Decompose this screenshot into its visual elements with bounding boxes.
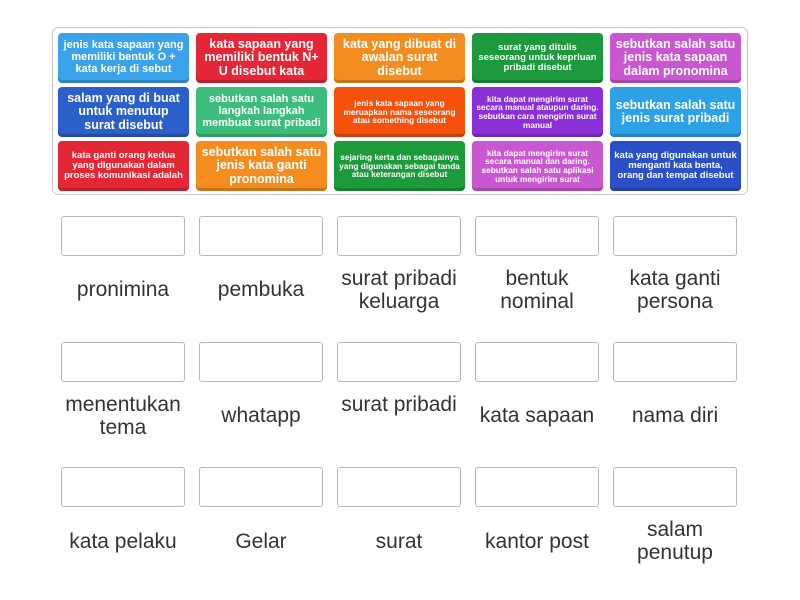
drop-slot[interactable] [61, 216, 185, 256]
draggable-tile[interactable]: sejaring kerta dan sebagainya yang digunakan sebagai tanda atau keterangan disebut [334, 141, 465, 191]
answer-label: kata pelaku [69, 530, 177, 553]
answer-tile-bank [52, 27, 748, 195]
answer-label: nama diri [631, 404, 719, 427]
drop-slot[interactable] [337, 467, 461, 507]
draggable-tile[interactable]: kata yang digunakan untuk menganti kata benta, orang dan tempat disebut [610, 141, 741, 191]
drop-slot[interactable] [199, 342, 323, 382]
draggable-tile[interactable]: sebutkan salah satu langkah langkah membuat surat pribadi [196, 87, 327, 137]
draggable-tile[interactable]: kita dapat mengirim surat secara manual ataupun daring. sebutkan cara mengirim surat manual [472, 87, 603, 137]
drop-slot[interactable] [613, 342, 737, 382]
answer-label: kata ganti persona [629, 267, 721, 313]
draggable-tile[interactable]: surat yang ditulis seseorang untuk keprluan pribadi disebut [472, 33, 603, 83]
drop-slot[interactable] [61, 467, 185, 507]
drop-slot[interactable] [337, 216, 461, 256]
draggable-tile[interactable]: sebutkan salah satu jenis kata sapaan dalam pronomina [610, 33, 741, 83]
draggable-tile[interactable]: sebutkan salah satu jenis kata ganti pronomina [196, 141, 327, 191]
draggable-tile[interactable]: jenis kata sapaan yang meruapkan nama seseorang atau something disebut [334, 87, 465, 137]
draggable-tile[interactable]: jenis kata sapaan yang memiliki bentuk O + kata kerja di sebut [58, 33, 189, 83]
draggable-tile[interactable]: sebutkan salah satu jenis surat pribadi [610, 87, 741, 137]
draggable-tile[interactable]: kata yang dibuat di awalan surat disebut [334, 33, 465, 83]
answer-label: pembuka [217, 278, 305, 301]
draggable-tile[interactable]: salam yang di buat untuk menutup surat disebut [58, 87, 189, 137]
drop-slot[interactable] [475, 216, 599, 256]
drop-slot[interactable] [613, 467, 737, 507]
drop-slot[interactable] [475, 342, 599, 382]
answer-label: surat pribadi keluarga [341, 267, 457, 313]
drop-slot[interactable] [199, 216, 323, 256]
draggable-tile[interactable]: kata sapaan yang memiliki bentuk N+ U disebut kata [196, 33, 327, 83]
drop-slot[interactable] [61, 342, 185, 382]
drop-slot[interactable] [613, 216, 737, 256]
draggable-tile[interactable]: kita dapat mengirim surat secara manual dan daring. sebutkan salah satu aplikasi untuk mengirim surat [472, 141, 603, 191]
answer-label: salam penutup [637, 518, 713, 564]
answer-label: pronimina [76, 278, 170, 301]
drop-slot[interactable] [199, 467, 323, 507]
answer-label: kantor post [485, 530, 589, 553]
drop-slot[interactable] [475, 467, 599, 507]
answer-label: surat [375, 530, 423, 553]
answer-label: kata sapaan [479, 404, 595, 427]
answer-label: Gelar [235, 530, 287, 553]
drop-slot[interactable] [337, 342, 461, 382]
answer-label: menentukan tema [65, 393, 181, 439]
draggable-tile[interactable]: kata ganti orang kedua yang digunakan dalam proses komunikasi adalah [58, 141, 189, 191]
answer-label: whatapp [221, 404, 301, 427]
answer-label: surat pribadi [341, 393, 457, 416]
answer-label: bentuk nominal [500, 267, 574, 313]
